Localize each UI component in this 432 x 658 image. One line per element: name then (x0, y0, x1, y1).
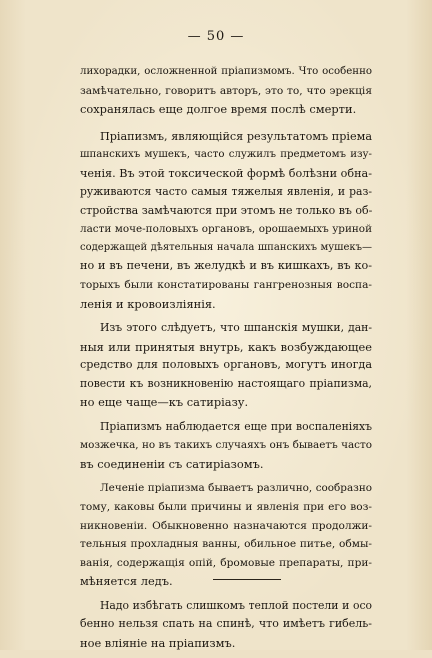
end-rule (213, 579, 281, 580)
text-line: торыхъ были констатированы гангренозныя воспа- (80, 279, 372, 292)
text-line: тельныя прохладныя ванны, обильное питье, обмы- (80, 538, 372, 551)
paragraph (80, 479, 372, 590)
paragraph (80, 319, 372, 412)
text-line: въ соединеніи съ сатиріазомъ. (80, 456, 264, 471)
text-line: Пріапизмъ, являющійся результатомъ пріема (100, 129, 372, 143)
text-line: замѣчательно, говоритъ авторъ, это то, что эрекція (80, 84, 372, 97)
text-line: ласти моче-половыхъ органовъ, орошаемыхъ уриной (80, 223, 372, 236)
text-line: мозжечка, но въ такихъ случаяхъ онъ бываетъ часто (80, 439, 372, 452)
text-line: ченія. Въ этой токсической формѣ болѣзни обна- (80, 166, 372, 180)
text-line: но еще чаще—къ сатиріазу. (80, 395, 249, 410)
text-line: бенно нельзя спать на спинѣ, что имѣетъ гибель- (80, 617, 372, 631)
paragraph (80, 418, 372, 474)
text-line: Надо избѣгать слишкомъ теплой постели и осо (100, 598, 372, 612)
text-line: ное вліяніе на пріапизмъ. (80, 635, 236, 650)
paragraph (80, 128, 372, 313)
text-line: Пріапизмъ наблюдается еще при воспаленіяхъ (100, 419, 372, 433)
text-line: Леченіе пріапизма бываетъ различно, сообразно (100, 482, 372, 495)
text-line: ленія и кровоизлiянія. (80, 296, 216, 311)
text-line: сохранялась еще долгое время послѣ смерти. (80, 102, 357, 117)
text-line: ванія, содержащія опій, бромовые препараты, при- (80, 556, 372, 569)
text-line: но и въ печени, въ желудкѣ и въ кишкахъ, въ ко- (80, 259, 372, 273)
text-line: повести къ возникновенію настоящаго пріапизма, (80, 376, 372, 390)
text-line: никновеніи. Обыкновенно назначаются продолжи- (80, 519, 372, 532)
text-line: шпанскихъ мушекъ, часто служилъ предметомъ изу- (80, 149, 372, 161)
text-line: Изъ этого слѣдуетъ, что шпанскія мушки, дан- (100, 321, 372, 335)
text-line: мѣняется ледъ. (80, 574, 173, 589)
text-line: тому, каковы были причины и явленія при его воз- (80, 501, 372, 514)
text-line: руживаются часто самыя тяжелыя явленія, и раз- (80, 185, 372, 199)
text-line: средство для половыхъ органовъ, могутъ иногда (80, 358, 372, 372)
text-line: ныя или принятыя внутрь, какъ возбуждающее (80, 339, 372, 354)
paragraph (80, 597, 372, 653)
paragraph (80, 63, 372, 119)
text-line: стройства замѣчаются при этомъ не только въ об- (80, 203, 373, 217)
text-line: содержащей дѣятельныя начала шпанскихъ мушекъ— (80, 241, 372, 253)
body-text (80, 63, 372, 658)
page-number: — 50 — (187, 29, 245, 44)
text-line: лихорадки, осложненной пріапизмомъ. Что особенно (80, 66, 372, 77)
